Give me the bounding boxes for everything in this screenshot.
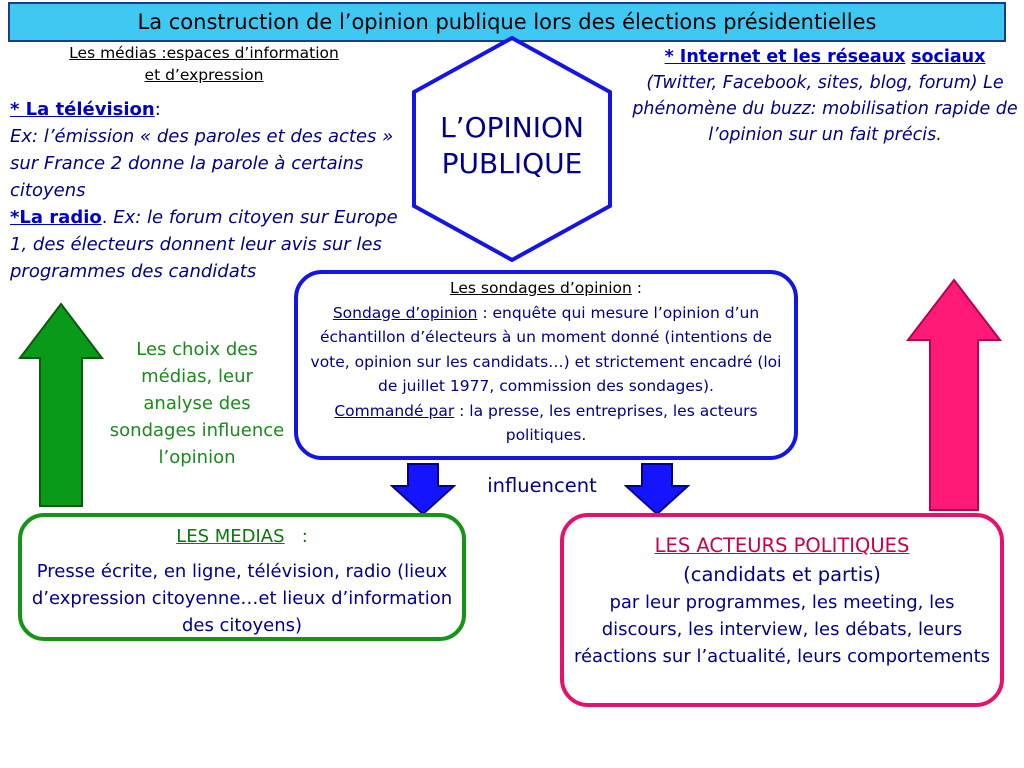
- internet-label: * Internet et les réseaux: [664, 47, 906, 67]
- sondage-def-label: Sondage d’opinion: [332, 303, 478, 322]
- les-medias-title-colon: :: [284, 526, 308, 547]
- tv-label: * La télévision: [10, 99, 155, 120]
- radio-label: *La radio: [10, 207, 102, 228]
- internet-label-sociaux: sociaux: [911, 47, 986, 67]
- internet-block: [632, 44, 1018, 148]
- opinion-publique-label: [408, 110, 616, 182]
- sondages-box: [294, 270, 798, 460]
- medias-examples: [10, 96, 405, 285]
- green-up-arrow: [18, 302, 104, 508]
- acteurs-box: [560, 513, 1004, 707]
- medias-espaces-heading-line2: et d’expression: [144, 66, 264, 84]
- les-medias-title: LES MEDIAS: [176, 526, 285, 547]
- tv-paragraph: [10, 96, 405, 204]
- acteurs-title-row: [572, 531, 992, 560]
- acteurs-text: par leur programmes, les meeting, les discours, les interview, les débats, leurs réactions sur l’actualité, leurs comportements: [573, 592, 991, 667]
- acteurs-subtitle: (candidats et partis): [683, 563, 881, 586]
- tv-colon: :: [154, 99, 161, 120]
- medias-espaces-heading: [8, 42, 400, 86]
- les-medias-text: Presse écrite, en ligne, télévision, radio (lieux d’expression citoyenne…et lieux d’information des citoyens): [31, 561, 453, 636]
- sondage-def-text: : enquête qui mesure l’opinion d’un échantillon d’électeurs à un moment donné (intentions de vote, opinion sur les candidats…) et strictement encadré (loi de juillet 1977, commission des sondages).: [310, 303, 782, 395]
- influencent-label: influencent: [487, 474, 597, 497]
- radio-text: Ex: le forum citoyen sur Europe 1, des électeurs donnent leur avis sur les programmes des candidats: [10, 207, 398, 282]
- radio-dot: .: [101, 207, 108, 228]
- page-title: La construction de l’opinion publique lors des élections présidentielles: [137, 10, 877, 34]
- internet-text: (Twitter, Facebook, sites, blog, forum) Le phénomène du buzz: mobilisation rapide de l’opinion sur un fait précis.: [632, 73, 1018, 145]
- pink-up-arrow: [906, 278, 1002, 512]
- commande-text: : la presse, les entreprises, les acteurs politiques.: [454, 401, 758, 444]
- commande-label: Commandé par: [334, 401, 455, 420]
- blue-down-arrow-left: [390, 462, 456, 516]
- blue-down-arrow-right: [624, 462, 690, 516]
- tv-text: Ex: l’émission « des paroles et des actes » sur France 2 donne la parole à certains citoyens: [10, 126, 394, 201]
- les-medias-box: [18, 513, 466, 641]
- sondages-heading: Les sondages d’opinion: [450, 279, 632, 297]
- sondages-heading-colon: :: [631, 279, 642, 297]
- opinion-line2: PUBLIQUE: [441, 147, 583, 180]
- les-medias-title-row: [28, 523, 456, 550]
- choix-medias-text: Les choix des médias, leur analyse des sondages influence l’opinion: [109, 339, 285, 468]
- opinion-line1: L’OPINION: [440, 111, 584, 144]
- acteurs-title: LES ACTEURS POLITIQUES: [654, 534, 910, 557]
- medias-espaces-heading-line1: Les médias :espaces d’information: [69, 44, 339, 62]
